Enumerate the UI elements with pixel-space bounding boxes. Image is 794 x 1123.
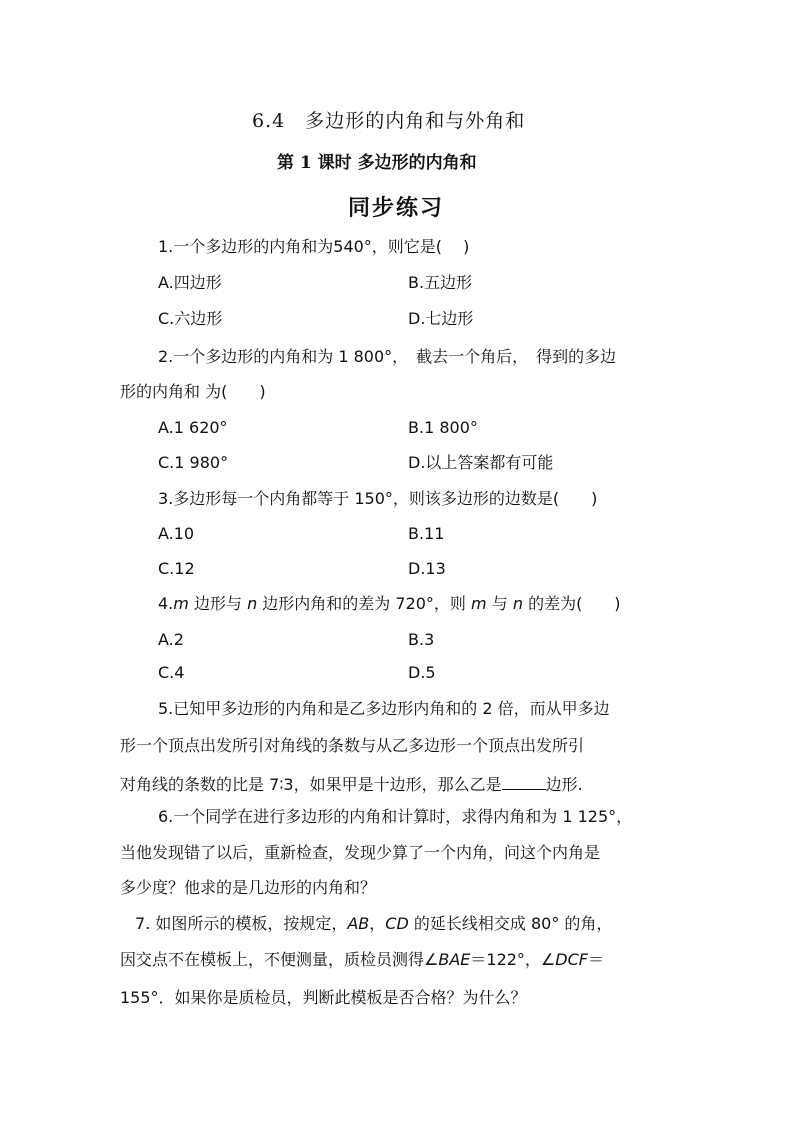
question-2-line-1: 2.一个多边形的内角和为 1 800°， 截去一个角后， 得到的多边 — [158, 347, 617, 366]
question-7-line-3: 155°．如果你是质检员，判断此模板是否合格？为什么？ — [120, 988, 527, 1007]
question-7-part-1: 7. 如图所示的模板，按规定， — [135, 914, 348, 933]
question-4 — [158, 594, 621, 614]
question-4-part-1: 边形与 — [193, 594, 242, 613]
q3-option-c: C.12 — [158, 559, 195, 578]
q2-option-a: A.1 620° — [158, 418, 228, 437]
question-7-part-5: ＝ — [587, 950, 604, 969]
variable-n-2: n — [512, 594, 523, 613]
question-7-part-3: 因交点不在模板上，不便测量，质检员测得∠ — [120, 950, 439, 969]
q4-option-a: A.2 — [158, 630, 184, 649]
q1-option-b: B.五边形 — [408, 273, 473, 292]
question-5-line-3 — [120, 773, 583, 795]
page-title: 6.4 多边形的内角和与外角和 — [252, 110, 526, 132]
q4-option-d: D.5 — [408, 663, 436, 682]
angle-bae: BAE — [438, 950, 471, 969]
question-5-line-3-text: 对角线的条数的比是 7∶3，如果甲是十边形，那么乙是 — [120, 775, 502, 794]
question-7-part-2: 的延长线相交成 80° 的角， — [408, 914, 613, 933]
q4-option-b: B.3 — [408, 630, 435, 649]
q1-option-c: C.六边形 — [158, 309, 223, 328]
q4-option-c: C.4 — [158, 663, 185, 682]
question-4-part-3: 与 — [491, 594, 508, 613]
variable-n: n — [247, 594, 258, 613]
q1-option-d: D.七边形 — [408, 309, 474, 328]
variable-m: m — [173, 594, 189, 613]
question-2-line-2: 形的内角和 为( ) — [120, 382, 266, 401]
angle-dcf: DCF — [555, 950, 588, 969]
question-7-part-4: ＝122°，∠ — [470, 950, 556, 969]
question-1-text: 1.一个多边形的内角和为540°，则它是( ) — [158, 237, 470, 256]
question-7-line-2 — [120, 950, 604, 970]
q3-option-b: B.11 — [408, 524, 445, 543]
segment-cd: CD — [385, 914, 409, 933]
question-4-part-4: 的差为( ) — [528, 594, 621, 613]
question-7-line-1 — [135, 914, 612, 934]
question-3: 3.多边形每一个内角都等于 150°，则该多边形的边数是( ) — [158, 489, 598, 508]
q1-option-a: A.四边形 — [158, 273, 222, 292]
question-4-part-2: 边形内角和的差为 720°，则 — [262, 594, 466, 613]
segment-ab: AB — [347, 914, 370, 933]
variable-m-2: m — [471, 594, 487, 613]
q3-option-d: D.13 — [408, 559, 446, 578]
lesson-subtitle: 第 1 课时 多边形的内角和 — [277, 153, 477, 173]
question-5-line-1: 5.已知甲多边形的内角和是乙多边形内角和的 2 倍，而从甲多边 — [158, 699, 610, 718]
question-1 — [158, 237, 469, 257]
answer-blank[interactable] — [502, 773, 546, 790]
question-7-comma: ， — [369, 914, 386, 933]
question-5-line-3-end: 边形. — [545, 775, 583, 794]
question-4-number: 4. — [158, 594, 174, 613]
q3-option-a: A.10 — [158, 524, 195, 543]
question-6-line-1: 6.一个同学在进行多边形的内角和计算时，求得内角和为 1 125°， — [158, 807, 633, 826]
question-5-line-2: 形一个顶点出发所引对角线的条数与从乙多边形一个顶点出发所引 — [120, 736, 585, 755]
question-6-line-2: 当他发现错了以后，重新检查，发现少算了一个内角，问这个内角是 — [120, 843, 601, 862]
section-heading: 同步练习 — [348, 195, 445, 221]
question-6-line-3: 多少度？他求的是几边形的内角和？ — [120, 878, 377, 897]
q2-option-c: C.1 980° — [158, 453, 229, 472]
q2-option-b: B.1 800° — [408, 418, 478, 437]
q2-option-d: D.以上答案都有可能 — [408, 453, 554, 472]
